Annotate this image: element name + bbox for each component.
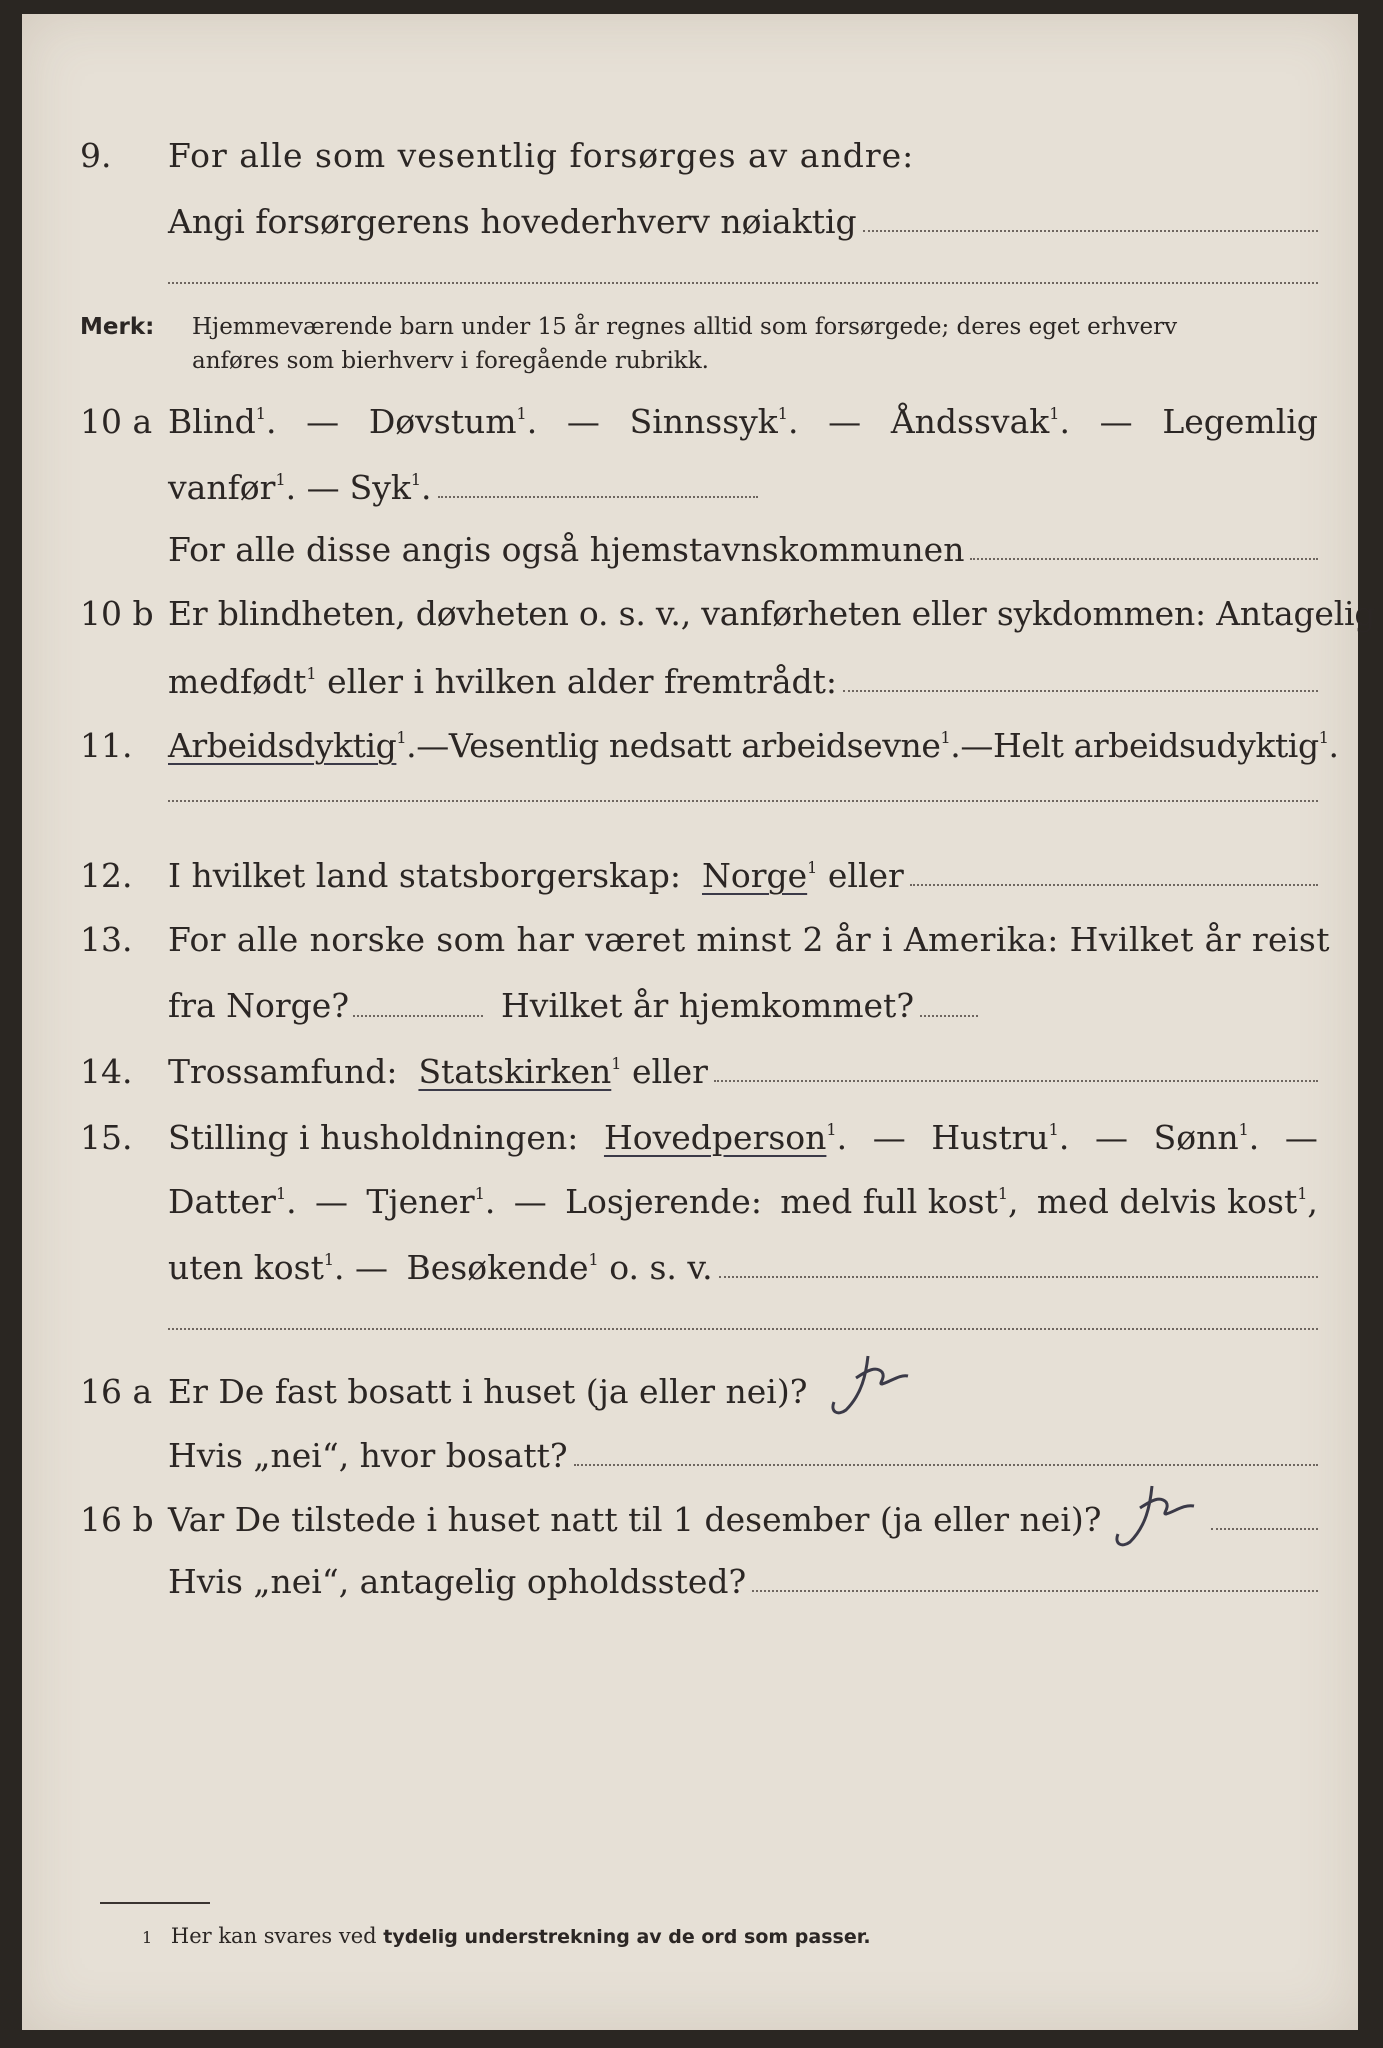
answer-line[interactable] [863, 229, 1318, 232]
answer-line[interactable] [168, 1328, 1318, 1330]
question-number: 10 b [80, 594, 154, 633]
handwritten-ja-answer [816, 1344, 966, 1424]
option-label: medfødt [168, 662, 307, 701]
question-16a-prompt2: Hvis „nei“, hvor bosatt? [168, 1436, 568, 1475]
question-10a-line1 [168, 402, 1318, 442]
footnote [142, 1924, 871, 1948]
option-label: Hustru [931, 1118, 1049, 1157]
option-label: Helt arbeidsudyktig [993, 726, 1319, 765]
option-besokende: Besøkende$^1$ [406, 1248, 599, 1287]
option-uten-kost: uten kost$^1$. — [168, 1248, 399, 1287]
option-delvis-kost: med delvis kost$^1$, [1036, 1182, 1318, 1221]
answer-line[interactable] [843, 689, 1318, 692]
option-eller: eller [827, 856, 904, 895]
option-label: med full kost [780, 1182, 998, 1221]
option-label: Syk [349, 468, 411, 507]
question-16a-line1 [168, 1372, 1318, 1412]
question-9-line2 [168, 202, 1318, 242]
option-datter: Datter$^1$. [168, 1182, 297, 1221]
answer-line[interactable] [438, 495, 758, 498]
question-16b-prompt: Var De tilstede i huset natt til 1 desember (ja eller nei)? [168, 1500, 1102, 1539]
question-15-line3 [168, 1248, 1318, 1288]
merk-line2: anføres som bierhverv i foregående rubrikk. [192, 348, 709, 374]
dash: — [566, 402, 600, 441]
option-label: Datter [168, 1182, 276, 1221]
question-14-line [168, 1052, 1318, 1092]
option-sonn: Sønn$^1$. [1153, 1118, 1260, 1157]
question-15-line2: Datter$^1$. — Tjener$^1$. — Losjerende: med full kost$^1$, med delvis kost$^1$, [168, 1182, 1318, 1221]
question-15-line1: Stilling i husholdningen: Hovedperson$^1$. — Hustru$^1$. — Sønn$^1$. — [168, 1118, 1318, 1157]
question-9-prompt: Angi forsørgerens hovederhverv nøiaktig [168, 202, 857, 241]
question-10b-line1: Er blindheten, døvheten o. s. v., vanførheten eller sykdommen: Antagelig [168, 594, 1376, 633]
merk-line1: Hjemmeværende barn under 15 år regnes alltid som forsørgede; deres eget erhverv [192, 314, 1178, 340]
question-12-prompt: I hvilket land statsborgerskap: [168, 856, 682, 895]
footnote-emphasis: tydelig understrekning av de ord som passer. [383, 1926, 871, 1948]
question-number: 15. [80, 1118, 133, 1157]
question-11-options: Arbeidsdyktig$^1$. — Vesentlig nedsatt arbeidsevne$^1$. — Helt arbeidsudyktig$^1$. [168, 726, 1339, 765]
footnote-text: Her kan svares ved [170, 1924, 377, 1948]
question-10a-prompt: For alle disse angis også hjemstavnskommunen [168, 530, 965, 569]
merk-label: Merk: [80, 314, 155, 340]
answer-line[interactable] [910, 883, 1318, 886]
option-sinnssyk: Sinnssyk$^1$. [629, 402, 799, 441]
dash: — [828, 402, 862, 441]
question-10b-line2 [168, 662, 1318, 702]
option-norge: Norge$^1$ [702, 856, 818, 895]
question-number: 16 b [80, 1500, 154, 1539]
option-tjener: Tjener$^1$. [366, 1182, 496, 1221]
question-15-prompt: Stilling i husholdningen: [168, 1118, 579, 1157]
footnote-mark: 1 [142, 1928, 153, 1947]
option-dovstum: Døvstum$^1$. [368, 402, 538, 441]
form-page [22, 14, 1376, 2030]
question-number: 13. [80, 920, 133, 959]
option-arbeidsdyktig: Arbeidsdyktig$^1$. [168, 726, 417, 765]
option-label: Sønn [1153, 1118, 1239, 1157]
option-medfodt: medfødt$^1$ [168, 662, 317, 701]
option-nedsatt: Vesentlig nedsatt arbeidsevne$^1$. [448, 726, 961, 765]
dash: — [1099, 402, 1133, 441]
question-13-line2 [168, 986, 978, 1027]
merk-note [80, 310, 1178, 374]
dash: — [306, 402, 340, 441]
question-12-line [168, 856, 1318, 896]
question-number: 14. [80, 1052, 133, 1091]
option-andssvak: Åndssvak$^1$. [890, 402, 1070, 441]
answer-line[interactable] [168, 282, 1318, 284]
answer-line[interactable] [168, 800, 1318, 802]
question-10b-prompt: eller i hvilken alder fremtrådt: [327, 662, 838, 701]
option-label: Sinnssyk [629, 402, 778, 441]
question-13-prompt-reist: fra Norge? [168, 986, 350, 1025]
option-eller: eller [631, 1052, 708, 1091]
underlined-answer: Norge [702, 856, 808, 895]
underlined-answer: Statskirken [418, 1052, 612, 1091]
option-losjerende: Losjerende: [565, 1182, 762, 1221]
answer-line[interactable] [574, 1463, 1318, 1466]
handwritten-ja-answer [1100, 1476, 1250, 1556]
question-10a-line2 [168, 468, 758, 508]
answer-line[interactable] [353, 1014, 483, 1017]
answer-line[interactable] [714, 1079, 1318, 1082]
question-9-text: For alle som vesentlig forsørges av andre: [168, 136, 915, 175]
underlined-answer: Hovedperson [603, 1118, 827, 1157]
option-label: Blind [168, 402, 256, 441]
option-blind: Blind$^1$. [168, 402, 277, 441]
option-label: Besøkende [406, 1248, 589, 1287]
question-13-line1: For alle norske som har været minst 2 år i Amerika: Hvilket år reist [168, 920, 1330, 959]
question-number: 16 a [80, 1372, 153, 1411]
question-13-prompt-hjem: Hvilket år hjemkommet? [501, 986, 915, 1025]
option-full-kost: med full kost$^1$, [780, 1182, 1019, 1221]
answer-line[interactable] [970, 557, 1318, 560]
option-label: Døvstum [368, 402, 517, 441]
question-16a-prompt: Er De fast bosatt i huset (ja eller nei)? [168, 1372, 808, 1411]
answer-line[interactable] [752, 1589, 1318, 1592]
question-number: 11. [80, 726, 133, 765]
option-legemlig: Legemlig [1162, 402, 1318, 441]
option-label: Vesentlig nedsatt arbeidsevne [448, 726, 941, 765]
option-syk: Syk$^1$. [349, 468, 432, 507]
option-label: Tjener [366, 1182, 475, 1221]
question-16b-prompt2: Hvis „nei“, antagelig opholdssted? [168, 1562, 747, 1601]
footnote-rule [100, 1902, 210, 1904]
question-14-prompt: Trossamfund: [168, 1052, 398, 1091]
option-label: med delvis kost [1036, 1182, 1298, 1221]
question-16b-line2 [168, 1562, 1318, 1602]
question-number: 9. [80, 136, 112, 175]
option-hustru: Hustru$^1$. [931, 1118, 1070, 1157]
question-16a-line2 [168, 1436, 1318, 1476]
option-label: Åndssvak [890, 402, 1050, 441]
option-hovedperson: Hovedperson$^1$. [603, 1118, 848, 1157]
option-statskirken: Statskirken$^1$ [418, 1052, 622, 1091]
answer-line[interactable] [920, 1014, 978, 1017]
question-10a-line3 [168, 530, 1318, 570]
option-label: uten kost [168, 1248, 324, 1287]
option-osv: o. s. v. [609, 1248, 713, 1287]
question-number: 12. [80, 856, 133, 895]
underlined-answer: Arbeidsdyktig [168, 726, 397, 765]
option-label: vanfør [168, 468, 276, 507]
option-udyktig: Helt arbeidsudyktig$^1$. [993, 726, 1339, 765]
answer-line[interactable] [719, 1275, 1318, 1278]
question-number: 10 a [80, 402, 153, 441]
option-vanfor: vanfør$^1$. — [168, 468, 340, 507]
